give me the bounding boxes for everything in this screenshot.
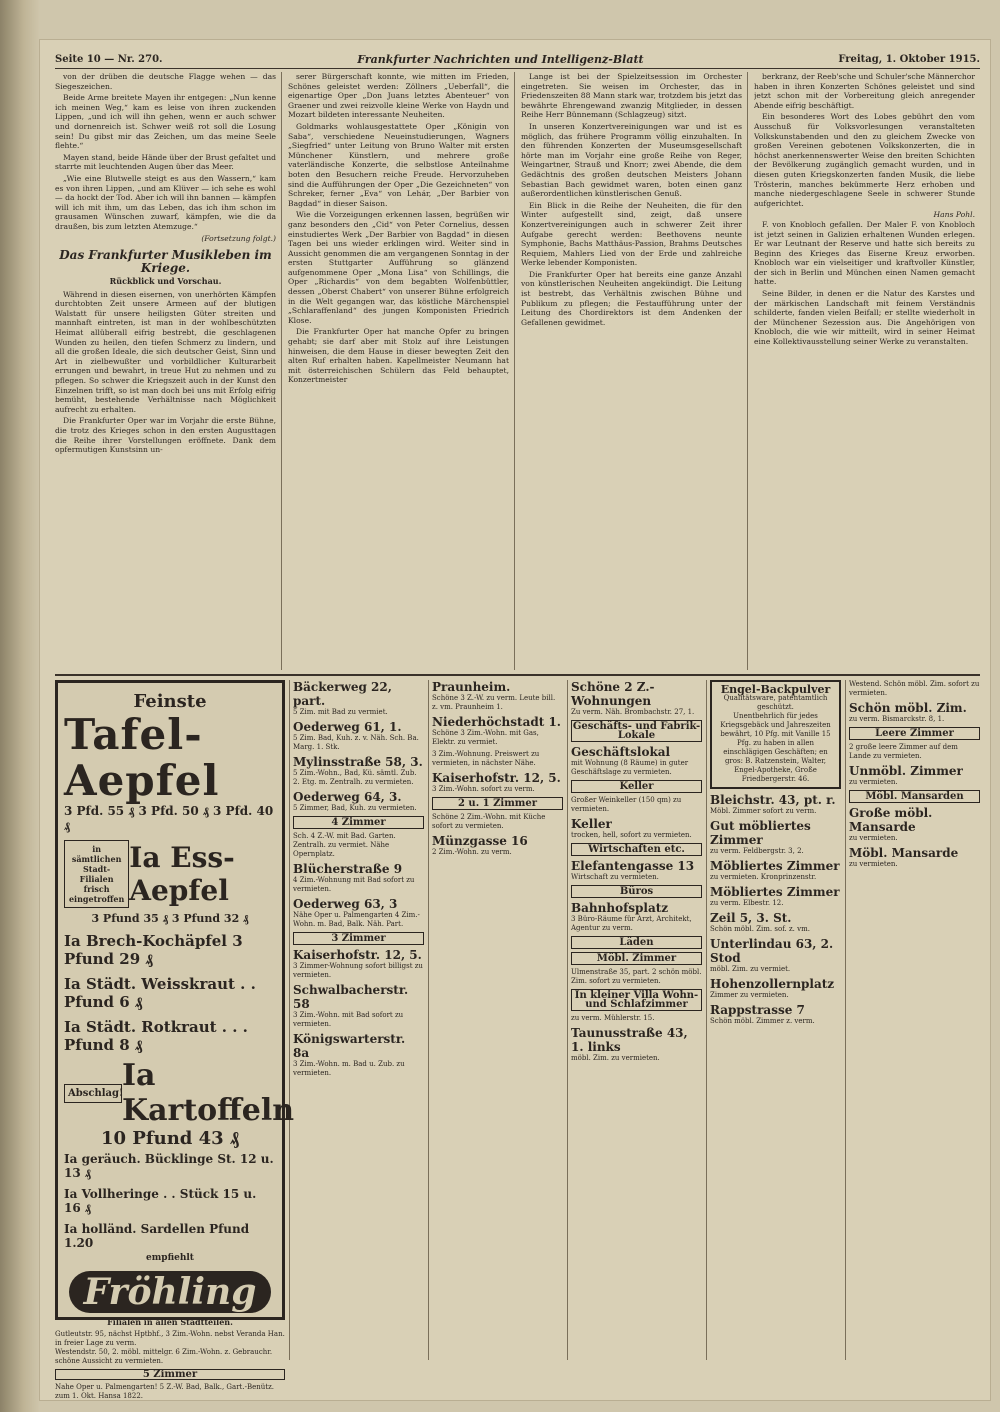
paragraph: serer Bürgerschaft konnte, wie mitten im Frieden, Schönes geleistet werden: Zöllners „Ueberfall“, die eigenartige Oper „Don Juans letztes Abenteuer“ von Graener und zwei reizvolle kleine Werke von Haydn und Mozart bildeten interessante Neuheiten. — [288, 72, 509, 120]
ad-address: Rappstrasse 7 — [710, 1003, 805, 1017]
classified-ad: zu vermieten. — [849, 834, 898, 842]
paragraph: Lange ist bei der Spielzeitsession im Orchester eingetreten. Sie weisen im Orchester, das in Friedenszeiten 88 Mann stark war, trotzdem bis jetzt das bewährte Ehrengewand zwanzig Mitglieder, in dessen Reihe Herr Bünnemann (Schlagzeug) sitzt. — [521, 72, 742, 120]
classified-ad: Nahe Oper u. Palmengarten! 5 Z.-W. Bad, Balk., Gart.-Benütz. zum 1. Okt. Hansa 1822. — [55, 1383, 274, 1400]
classified-ad: zu vermieten. — [849, 778, 898, 786]
ad-address: Möbl. Mansarde — [849, 846, 959, 860]
classified-ad: trocken, hell, sofort zu vermieten. — [571, 831, 692, 839]
ad-column-1 — [289, 680, 424, 1360]
ad-address: Oederweg 64, 3. — [293, 790, 402, 804]
article-subtitle: Rückblick und Vorschau. — [109, 276, 222, 287]
ad-address: Bahnhofsplatz — [571, 901, 669, 915]
paragraph: Die Frankfurter Oper hat bereits eine ganze Anzahl von künstlerischen Neuheiten angekündigt. Die Leitung ist bestrebt, das Verhältnis zwischen Bühne und Publikum zu pflegen; die Festaufführung unter der Leitung des Chordirektors ist dem Andenken der Gefallenen gewidmet. — [521, 269, 742, 327]
ad-address: Schwalbacherstr. 58 — [293, 983, 409, 1011]
ad-rotkraut: Ia Städt. Rotkraut . . . Pfund 8 ₰ — [64, 1018, 248, 1054]
ad-row-kartoffeln — [64, 1058, 295, 1128]
classified-ad: 2 Zim.-Wohn. zu verm. — [432, 848, 512, 856]
category-heading: Leere Zimmer — [849, 727, 980, 740]
paragraph: von der drüben die deutsche Flagge wehen — das Siegeszeichen. — [55, 72, 276, 91]
category-heading: 4 Zimmer — [293, 816, 424, 829]
paragraph: berkranz, der Reeb'sche und Schuler'sche Männerchor haben in ihren Konzerten Schönes geleistet und sind jetzt schon mit der Vorbereitung gleich anregender Abende eifrig beschäftigt. — [754, 72, 975, 110]
paragraph: „Wie eine Blutwelle steigt es aus den Wassern,“ kam es von ihren Lippen, „und am Klüver — ich sehe es wohl — da hockt der Tod. Aber ich will ihn bannen — kämpfen will ich mit ihm, um das Leben, das ich ihm schon im grausamen Wünschen zuwarf, kämpfen, wie die da draußen, bis zum letzten Atemzuge.“ — [55, 173, 276, 231]
ad-address: Niederhöchstadt 1. — [432, 715, 561, 729]
ad-address: Große möbl. Mansarde — [849, 806, 933, 834]
classified-ad: zu vermieten. — [849, 860, 898, 868]
ad-prices-2: 3 Pfund 35 ₰ 3 Pfund 32 ₰ — [91, 912, 249, 925]
classified-ad: 4 Zim.-Wohnung mit Bad sofort zu vermieten. — [293, 876, 415, 893]
ad-address: Mylinsstraße 58, 3. — [293, 755, 423, 769]
article-title: Das Frankfurter Musikleben im Kriege. — [59, 248, 272, 276]
classified-ad: zu verm. Mühlerstr. 15. — [571, 1014, 655, 1022]
continuation-note: (Fortsetzung folgt.) — [201, 233, 276, 243]
ad-address: Bleichstr. 43, pt. r. — [710, 793, 836, 807]
classified-ad: möbl. Zim. zu vermiet. — [710, 965, 791, 973]
small-ads-block — [55, 1330, 285, 1401]
left-ad-column — [55, 680, 295, 1400]
column-4 — [754, 72, 980, 670]
ad-abschlag-badge: Abschlag! — [64, 1084, 122, 1103]
classified-ad: Schöne 3 Zim.-Wohn. mit Gas, Elektr. zu vermiet. — [432, 729, 539, 746]
ad-address: Möbliertes Zimmer — [710, 885, 840, 899]
classified-ad: Gutleutstr. 95, nächst Hptbhf., 3 Zim.-Wohn. nebst Veranda Han. in freier Lage zu verm. — [55, 1330, 285, 1347]
ad-feinste: Feinste — [133, 691, 207, 712]
paragraph: F. von Knobloch gefallen. Der Maler F. von Knobloch ist jetzt seinen in Galizien erhaltenen Wunden erlegen. Er war Leutnant der Reserve und hatte sich bereits zu Beginn des Krieges das Eiserne Kreuz erworben. Knobloch war ein vielseitiger und kraftvoller Künstler, der sich in Berlin und München einen Namen gemacht hatte. — [754, 219, 975, 287]
column-1 — [55, 72, 282, 670]
ad-address: Unterlindau 63, 2. Stod — [710, 937, 834, 965]
category-heading: Geschäfts- und Fabrik-Lokale — [572, 721, 701, 741]
classified-ad: 3 Zim.-Wohn. mit Bad sofort zu vermieten. — [293, 1011, 404, 1028]
classified-ad: mit Wohnung (8 Räume) in guter Geschäftslage zu vermieten. — [571, 759, 689, 776]
article-columns — [55, 72, 980, 670]
header-left: Seite 10 — Nr. 270. — [55, 53, 163, 65]
column-2 — [288, 72, 515, 670]
ad-column-4 — [706, 680, 841, 1360]
ad-address: Schön möbl. Zim. — [849, 701, 967, 715]
engel-subtitle: Qualitätsware, patentamtlich geschützt. — [723, 694, 828, 711]
advertisement-section — [55, 680, 980, 1400]
ad-kart-price: 10 Pfund 43 ₰ — [101, 1128, 239, 1149]
ad-address: Unmöbl. Zimmer — [849, 764, 963, 778]
page-binding — [0, 0, 40, 1412]
paragraph: Mayen stand, beide Hände über der Brust gefaltet und starrte mit leuchtenden Augen über das Meer. — [55, 152, 276, 172]
ad-address: Geschäftslokal — [571, 745, 671, 759]
classified-ad: zu verm. Feldbergstr. 3, 2. — [710, 847, 804, 855]
ad-buecklinge: Ia geräuch. Bücklinge St. 12 u. 13 ₰ — [64, 1152, 274, 1180]
classified-ad: 3 Zim.-Wohnung. Preiswert zu vermieten, in nächster Nähe. — [432, 750, 540, 767]
category-heading: Läden — [571, 936, 702, 949]
ad-vollheringe: Ia Vollheringe . . Stück 15 u. 16 ₰ — [64, 1187, 257, 1215]
ad-weisskraut: Ia Städt. Weisskraut . . Pfund 6 ₰ — [64, 975, 256, 1011]
ad-address: Münzgasse 16 — [432, 834, 528, 848]
category-heading: Möbl. Zimmer — [571, 952, 702, 965]
paragraph: Seine Bilder, in denen er die Natur des Karstes und der märkischen Landschaft mit feinem Verständnis schilderte, fanden vielen Beifall; er stellte wiederholt in der Münchener Sezession aus. Die Angehörigen von Knobloch, die wie wir mitteilt, wird in seiner Heimat eine Kollektivausstellung seiner Werke zu veranstalten. — [754, 289, 975, 347]
classified-ad: 5 Zim. Bad, Kuh. z. v. Näh. Sch. Ba. Marg. 1. Stk. — [293, 734, 419, 751]
classified-ad: Westendstr. 50, 2. möbl. mittelgr. 6 Zim.-Wohn. z. Gebrauchr. schöne Aussicht zu vermieten. — [55, 1348, 273, 1365]
classified-ad: Schön möbl. Zimmer z. verm. — [710, 1017, 815, 1025]
classified-ad: Zu verm. Näh. Brombachstr. 27, 1. — [571, 708, 695, 716]
category-heading: Büros — [571, 885, 702, 898]
ad-address: Praunheim. — [432, 680, 511, 694]
ad-address: Königswarterstr. 8a — [293, 1032, 406, 1060]
ad-prices-1: 3 Pfd. 55 ₰ 3 Pfd. 50 ₰ 3 Pfd. 40 ₰ — [64, 804, 274, 833]
category-heading: Keller — [571, 780, 702, 793]
classified-ad: Ulmenstraße 35, part. 2 schön möbl. Zim. sofort zu vermieten. — [571, 968, 702, 985]
engel-text: Unentbehrlich für jedes Kriegsgebäck und Jahreszeiten bewährt, 10 Pfg. mit Vanille 15 Pfg. zu haben in allen einschlägigen Geschäften; en gros: B. Ratzenstein, Walter, Engel-Apotheke, Große Friedbergerstr. 46. — [720, 712, 831, 783]
ad-kartoffeln: Ia Kartoffeln — [122, 1058, 295, 1128]
engel-title: Engel-Backpulver — [720, 683, 831, 696]
category-heading: 5 Zimmer — [55, 1369, 285, 1380]
ad-address: Kaiserhofstr. 12, 5. — [432, 771, 561, 785]
ad-tafel-aepfel: Tafel-Aepfel — [64, 710, 220, 805]
classified-ad: 3 Zimmer-Wohnung sofort billigst zu vermieten. — [293, 962, 423, 979]
classified-ad: Großer Weinkeller (150 qm) zu vermieten. — [571, 796, 682, 813]
classified-ad: Wirtschaft zu vermieten. — [571, 873, 659, 881]
classified-ad: zu verm. Bismarckstr. 8, 1. — [849, 715, 945, 723]
ad-row — [64, 840, 276, 908]
classified-ad: zu vermieten. Kronprinzenstr. — [710, 873, 817, 881]
classified-ad: Zimmer zu vermieten. — [710, 991, 789, 999]
ad-address: Schöne 2 Z.-Wohnungen — [571, 680, 655, 708]
classified-ad: 5 Zim. mit Bad zu vermiet. — [293, 708, 388, 716]
classified-ad: 5 Zim.-Wohn., Bad, Kü. sämtl. Zub. 2. Etg. m. Zentralh. zu vermieten. — [293, 769, 417, 786]
ad-address: Kaiserhofstr. 12, 5. — [293, 948, 422, 962]
ad-brech: Ia Brech-Kochäpfel 3 Pfund 29 ₰ — [64, 932, 243, 968]
paragraph: Ein besonderes Wort des Lobes gebührt den vom Ausschuß für Volksvorlesungen veranstalteten Volkskunstabenden und den zu gleichem Zwecke von großen Vereinen gebotenen Volkskonzerten, die in höchst anerkennenswerter Weise den breiten Schichten der Bevölkerung zugänglich gemacht wurden, und in diesen guten Kriegskonzerten fanden Musik, die liebe Trösterin, manches bekümmerte Herz erhoben und manche niedergeschlagene Seele in schwerer Stunde aufgerichtet. — [754, 112, 975, 208]
ad-sardellen: Ia holländ. Sardellen Pfund 1.20 — [64, 1222, 250, 1250]
froehling-logo: Fröhling — [69, 1271, 270, 1313]
classified-ad: Möbl. Zimmer sofort zu verm. — [710, 807, 817, 815]
classified-ad: Nähe Oper u. Palmengarten 4 Zim.-Wohn. m. Bad, Balk. Näh. Part. — [293, 911, 420, 928]
ad-column-2 — [428, 680, 563, 1360]
ad-empfiehlt: empfiehlt — [146, 1253, 194, 1263]
paragraph: Ein Blick in die Reihe der Neuheiten, die für den Winter aufgestellt sind, zeigt, daß unsere Konzertvereinigungen auch in schwerer Zeit ihrer Aufgabe gerecht werden: Beethovens neunte Symphonie, Bachs Matthäus-Passion, Brahms Deutsches Requiem, Mahlers Lied von der Erde und zahlreiche Werke lebender Komponisten. — [521, 200, 742, 268]
classified-ad: möbl. Zim. zu vermieten. — [571, 1054, 660, 1062]
ad-address: Gut möbliertes Zimmer — [710, 819, 811, 847]
classified-ad: 3 Büro-Räume für Arzt, Architekt, Agentur zu verm. — [571, 915, 692, 932]
ad-ess-aepfel: Ia Ess-Aepfel — [129, 841, 235, 907]
ad-address: Bäckerweg 22, part. — [293, 680, 392, 708]
ad-info-box: in sämtlichen Stadt-Filialen frisch eingetroffen — [64, 840, 129, 908]
paragraph: Die Frankfurter Oper war im Vorjahr die erste Bühne, die trotz des Krieges schon in den ersten Augusttagen die Reihe ihrer Vorstellungen eröffnete. Dank dem opfermutigen Kunstsinn un- — [55, 416, 276, 455]
page-header — [55, 50, 980, 69]
ad-address: Keller — [571, 817, 612, 831]
classified-ad: 2 große leere Zimmer auf dem Lande zu vermieten. — [849, 743, 958, 760]
category-heading: 3 Zimmer — [293, 932, 424, 945]
ad-address: Blücherstraße 9 — [293, 862, 403, 876]
column-3 — [521, 72, 748, 670]
classified-ad: zu verm. Elbestr. 12. — [710, 899, 784, 907]
ad-filialen: Filialen in allen Stadtteilen. — [107, 1317, 233, 1327]
classified-ad: Schöne 2 Zim.-Wohn. mit Küche sofort zu vermieten. — [432, 813, 546, 830]
ad-address: Oederweg 63, 3 — [293, 897, 398, 911]
classified-ad: 3 Zim.-Wohn. m. Bad u. Zub. zu vermieten. — [293, 1060, 405, 1077]
header-title: Frankfurter Nachrichten und Intelligenz-Blatt — [357, 52, 644, 66]
author-signature: Hans Pohl. — [933, 210, 975, 220]
category-heading: 2 u. 1 Zimmer — [432, 797, 563, 810]
paragraph: Beide Arme breitete Mayen ihr entgegen: „Nun kenne ich meinen Weg,“ kam es leise von ihren zuckenden Lippen, „und ich will ihn gehen, wenn er auch schwer und dornenreich ist. Schwer weiß rot soll die Losung sein! Du gibst mir das Zeichen, um das meine Seele flehte.“ — [55, 93, 276, 151]
classified-ad: Sch. 4 Z.-W. mit Bad. Garten. Zentralh. zu vermiet. Nähe Opernplatz. — [293, 832, 396, 858]
ad-address: Taunusstraße 43, 1. links — [571, 1026, 688, 1054]
classified-ad: Schöne 3 Z.-W. zu verm. Leute bill. z. vm. Praunheim 1. — [432, 694, 556, 711]
ad-address: Zeil 5, 3. St. — [710, 911, 792, 925]
paragraph: Die Frankfurter Oper hat manche Opfer zu bringen gehabt; sie darf aber mit Stolz auf ihre Leistungen hinweisen, die dem Hause in dieser bewegten Zeit den alten Ruf erhalten haben. Kapellmeister Neumann hat mit österreichischen Schülern das Feld behauptet, Konzertmeister — [288, 327, 509, 385]
paragraph: Wie die Vorzeigungen erkennen lassen, begrüßen wir ganz besonders den „Cid“ von Peter Cornelius, dessen einstudiertes Werk „Der Barbier von Bagdad“ in diesen Tagen bei uns wieder erklingen wird. Weiter sind in Aussicht genommen die am vergangenen Sonntag in der ersten Stuttgarter Aufführung so glänzend aufgenommene Oper „Mona Lisa“ von Schillings, die Oper „Richardis“ von dem begabten Wolfenbüttler, dessen „Oberst Chabert“ von unserer Bühne erfolgreich in die Welt gegangen war, das köstliche Märchenspiel „Schlaraffenland“ des jungen Komponisten Friedrich Klose. — [288, 210, 509, 325]
ad-column-3 — [567, 680, 702, 1360]
engel-backpulver-ad — [710, 680, 841, 789]
category-heading: Wirtschaften etc. — [571, 843, 702, 856]
ad-address: Elefantengasse 13 — [571, 859, 695, 873]
ad-address: Hohenzollernplatz — [710, 977, 835, 991]
ad-column-5 — [845, 680, 980, 1360]
category-heading: In kleiner Villa Wohn- und Schlafzimmer — [571, 989, 702, 1011]
paragraph: In unseren Konzertvereinigungen war und ist es möglich, das frühere Programm völlig einzuhalten. In den führenden Konzerten der Museumsgesellschaft hörte man im Vorjahr eine große Reihe von Reger, Weingartner, Strauß und Knorr; zwei Abende, die dem Gedächtnis des großen deutschen Meisters Johann Sebastian Bach gewidmet waren, boten einen ganz außerordentlichen künstlerischen Genuß. — [521, 121, 742, 199]
classified-ad: 5 Zimmer, Bad, Kuh. zu vermieten. — [293, 804, 417, 812]
ad-address: Oederweg 61, 1. — [293, 720, 402, 734]
classified-ad: 3 Zim.-Wohn. sofort zu verm. — [432, 785, 535, 793]
section-divider — [55, 674, 980, 676]
classified-ad: Westend. Schön möbl. Zim. sofort zu vermieten. — [849, 680, 980, 697]
paragraph: Während in diesen eisernen, von unerhörten Kämpfen durchtobten Zeit unsere Armeen auf der blutigen Walstatt für unsere heiligsten Güter streiten und mannhaft eintreten, ist man in der wohlbeschützten Heimat allüberall eifrig bestrebt, die geschlagenen Wunden zu heilen, den tiefen Schmerz zu lindern, und all die großen Ideale, die sich deutscher Geist, Sinn und Art in zielbewußter und vorbildlicher Kulturarbeit errungen und bewahrt, in treue Hut zu nehmen und zu pflegen. So schwer die Kriegszeit auch in der Kunst den Einzelnen trifft, so ist man doch bei uns mit Erfolg eifrig bemüht, bestehende Verhältnisse nach Möglichkeit aufrecht zu erhalten. — [55, 289, 276, 414]
paragraph: Goldmarks wohlausgestattete Oper „Königin von Saba“, verschiedene Neueinstudierungen, Wagners „Siegfried“ unter Leitung von Bruno Walter mit ersten Münchener Künstlern, und mehrere große vaterländische Konzerte, die selbstlose Anteilnahme boten den Besuchern reiche Freude. Hervorzuheben sind die Aufführungen der Oper „Die Gezeichneten“ von Schreker, ferner „Eva“ von Lehár, „Der Barbier von Bagdad“ in dieser Saison. — [288, 121, 509, 208]
category-heading: Möbl. Mansarden — [849, 790, 980, 803]
header-date: Freitag, 1. Oktober 1915. — [838, 53, 980, 65]
classified-ad: Schön möbl. Zim. sof. z. vm. — [710, 925, 810, 933]
froehling-advertisement — [55, 680, 295, 1327]
ad-address: Möbliertes Zimmer — [710, 859, 840, 873]
